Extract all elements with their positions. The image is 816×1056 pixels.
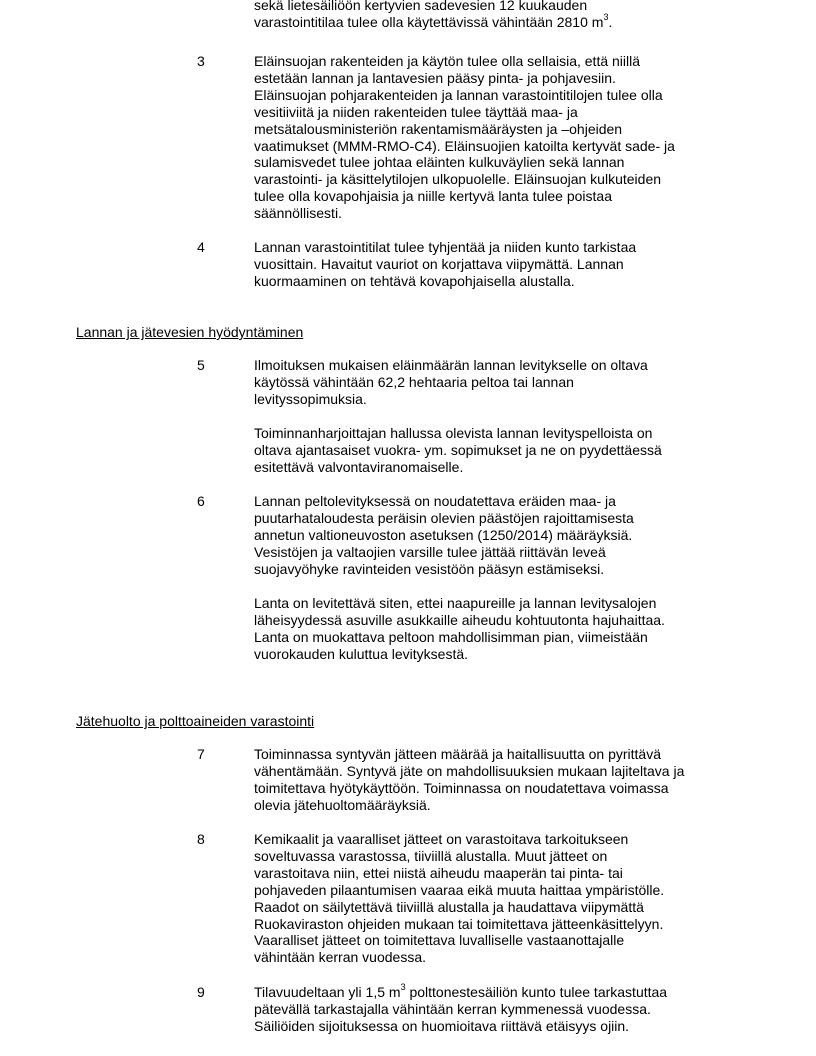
item-text: Kemikaalit ja vaaralliset jätteet on varastoitava tarkoitukseen soveltuvassa varastossa, tiiviillä alustalla. Muut jätteet on varastoitava niin, ettei niistä aiheudu maaperän tai pinta- tai pohjaveden pilaantumisen vaaraa eikä muuta haittaa ympäristölle. Raadot on säilytettävä tiiviillä alustalla ja haudattava viipymättä Ruokaviraston ohjeiden mukaan tai toimitettava jätteenkäsittelyyn. Vaaralliset jätteet on toimitettava luvalliselle vastaanottajalle vähintään kerran vuodessa. [254,831,665,966]
item-text: Ilmoituksen mukaisen eläinmäärän lannan levitykselle on oltava käytössä vähintään 62,2 hehtaaria peltoa tai lannan levityssopimuksia. [254,357,648,407]
superscript: 3 [400,982,406,993]
continued-line-2: varastointitilaa tulee olla käytettävissä vähintään 2810 m [254,13,604,30]
section-heading: Jätehuolto ja polttoaineiden varastointi [76,713,315,729]
item-text: Eläinsuojan rakenteiden ja käytön tulee olla sellaisia, että niillä estetään lannan ja lantavesien pääsy pinta- ja pohjavesiin. Eläinsuojan pohjarakenteiden ja lannan varastointitilojen tulee olla vesitiiviitä ja niiden rakenteiden tulee täyttää maa- ja metsätalousministeriön rakentamismääräysten ja –ohjeiden vaatimukset (MMM-RMO-C4). Eläinsuojien katoilta kertyvät sade- ja sulamisvedet tulee johtaa eläinten kulkuväylien sekä lannan varastointi- ja käsittelytilojen ulkopuolelle. Eläinsuojan kulkuteiden tulee olla kovapohjaisia ja niille kertyvä lanta tulee poistaa säännöllisesti. [254,53,675,222]
item-text: Lannan peltolevityksessä on noudatettava eräiden maa- ja puutarhataloudesta peräisin olevien päästöjen rajoittamisesta annetun valtioneuvoston asetuksen (1250/2014) määräyksiä. Vesistöjen ja valtaojien varsille tulee jättää riittävän leveä suojavyöhyke ravinteiden vesistöön pääsyn estämiseksi. [254,493,634,577]
item-number: 9 [197,984,205,1000]
section-heading: Lannan ja jätevesien hyödyntäminen [76,324,304,340]
item-text: Lannan varastointitilat tulee tyhjentää ja niiden kunto tarkistaa vuosittain. Havaitut vauriot on korjattava viipymättä. Lannan kuormaaminen on tehtävä kovapohjaisella alustalla. [254,239,637,289]
item-number: 5 [197,357,205,373]
item-text-end: polttonestesäiliön kunto tulee tarkastuttaa pätevällä tarkastajalla vähintään kerran kymmenessä vuodessa. Säiliöiden sijoituksessa on huomioitava riittävä etäisyys ojiin. [254,984,668,1034]
item-text-secondary: Lanta on levitettävä siten, ettei naapureille ja lannan levitysalojen läheisyydessä asuville asukkaille aiheudu kohtuutonta hajuhaittaa. Lanta on muokattava peltoon mahdollisimman pian, viimeistään vuorokauden kuluttua levityksestä. [254,595,665,662]
item-number: 4 [197,239,205,255]
superscript: 3 [603,12,609,23]
continued-line-1: sekä lietesäiliöön kertyvien sadevesien 12 kuukauden [254,0,588,13]
item-number: 7 [197,746,205,762]
item-number: 6 [197,493,205,509]
item-text-start: Tilavuudeltaan yli 1,5 m [254,984,401,1000]
continued-line-2-end: . [608,13,613,30]
item-text [254,984,686,1035]
item-text-secondary: Toiminnanharjoittajan hallussa olevista lannan levityspelloista on oltava ajantasaiset vuokra- ym. sopimukset ja ne on pyydettäessä esitettävä valvontaviranomaiselle. [254,425,662,475]
item-number: 8 [197,831,205,847]
continued-paragraph [254,0,686,31]
item-number: 3 [197,53,205,69]
item-text: Toiminnassa syntyvän jätteen määrää ja haitallisuutta on pyrittävä vähentämään. Syntyvä jäte on mahdollisuuksien mukaan lajiteltava ja toimitettava hyötykäyttöön. Toiminnassa on noudatettava voimassa olevia jätehuoltomääräyksiä. [254,746,685,813]
